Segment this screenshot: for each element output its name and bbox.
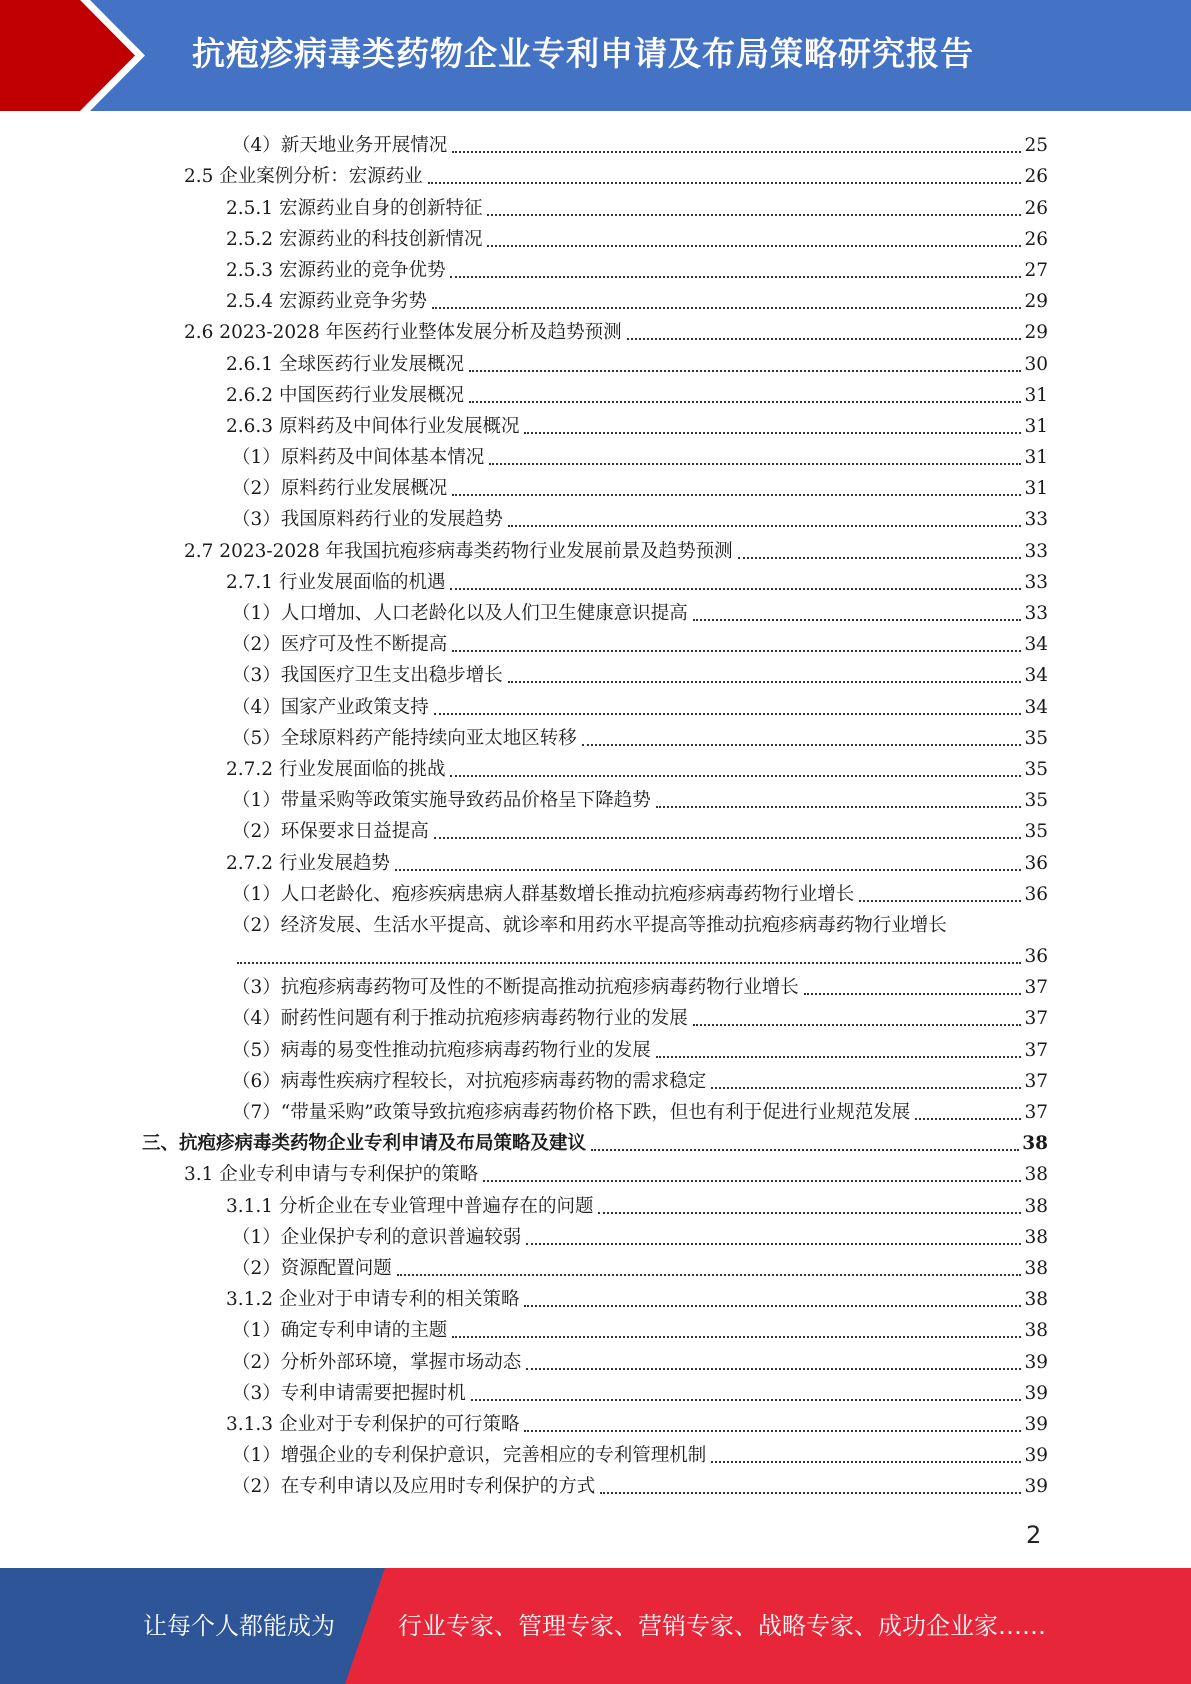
toc-entry[interactable]: [0, 565, 1191, 596]
footer-slogan-lead: 让每个人都能成为: [143, 1612, 335, 1640]
toc-entry-page: 31: [1024, 415, 1048, 437]
toc-entry-page: 39: [1024, 1351, 1048, 1373]
toc-entry-title: 3.1.1 分析企业在专业管理中普遍存在的问题: [226, 1195, 594, 1217]
toc-entry[interactable]: [0, 128, 1191, 159]
toc-dot-leader: [582, 744, 1022, 746]
toc-entry[interactable]: [0, 253, 1191, 284]
toc-dot-leader: [237, 962, 1021, 964]
toc-entry-title: （2）在专利申请以及应用时专利保护的方式: [232, 1476, 596, 1498]
toc-entry-page: 26: [1024, 166, 1048, 188]
toc-entry-page: 38: [1024, 1226, 1048, 1248]
toc-dot-leader: [397, 1274, 1022, 1276]
toc-entry[interactable]: [0, 1001, 1191, 1032]
page-number: 2: [1026, 1521, 1042, 1549]
toc-dot-leader: [600, 1492, 1021, 1494]
toc-entry-title: （1）增强企业的专利保护意识，完善相应的专利管理机制: [232, 1445, 707, 1467]
toc-entry-title: 2.6.1 全球医药行业发展概况: [226, 353, 464, 375]
toc-entry-title: （4）新天地业务开展情况: [232, 135, 448, 157]
toc-entry[interactable]: [0, 346, 1191, 377]
toc-entry[interactable]: [0, 783, 1191, 814]
toc-entry-title: 2.7 2023-2028 年我国抗疱疹病毒类药物行业发展前景及趋势预测: [184, 540, 733, 562]
toc-dot-leader: [693, 619, 1022, 621]
toc-dot-leader: [526, 1243, 1021, 1245]
toc-dot-leader: [508, 681, 1022, 683]
page-header: [0, 0, 1191, 111]
toc-entry[interactable]: [0, 159, 1191, 190]
toc-entry[interactable]: [0, 877, 1191, 908]
toc-dot-leader: [915, 1118, 1021, 1120]
toc-dot-leader: [450, 276, 1021, 278]
toc-entry-title: （1）人口老龄化、疱疹疾病患病人群基数增长推动抗疱疹病毒药物行业增长: [232, 883, 855, 905]
footer-slogan-roles: 行业专家、管理专家、营销专家、战略专家、成功企业家……: [398, 1612, 1046, 1640]
toc-dot-leader: [452, 650, 1021, 652]
toc-entry-page: 37: [1024, 1008, 1048, 1030]
toc-dot-leader: [627, 338, 1022, 340]
toc-entry-page: 25: [1024, 135, 1048, 157]
toc-dot-leader: [469, 370, 1021, 372]
toc-entry-page: 33: [1024, 603, 1048, 624]
toc-entry-page: 39: [1024, 1476, 1048, 1498]
toc-entry-page: 35: [1024, 790, 1048, 812]
toc-entry-title: 2.6.3 原料药及中间体行业发展概况: [226, 415, 520, 437]
header-arrow-decoration: [0, 0, 145, 111]
toc-entry[interactable]: [0, 1095, 1191, 1126]
toc-entry[interactable]: [0, 533, 1191, 564]
toc-entry-page: 29: [1024, 291, 1048, 313]
toc-entry-title: （3）我国原料药行业的发展趋势: [232, 509, 503, 531]
toc-entry-page: 34: [1024, 634, 1048, 656]
toc-entry-page: 35: [1024, 758, 1048, 780]
toc-dot-leader: [452, 494, 1021, 496]
toc-entry[interactable]: [0, 908, 1191, 939]
toc-entry-page: 35: [1024, 727, 1048, 749]
toc-entry-title: （5）全球原料药产能持续向亚太地区转移: [232, 727, 577, 749]
toc-dot-leader: [450, 588, 1021, 590]
toc-dot-leader: [693, 1024, 1022, 1026]
toc-entry-title: （2）资源配置问题: [232, 1257, 392, 1279]
toc-dot-leader: [656, 806, 1022, 808]
toc-entry-page: 35: [1024, 821, 1048, 843]
report-title: 抗疱疹病毒类药物企业专利申请及布局策略研究报告: [192, 34, 974, 73]
toc-entry[interactable]: [0, 1282, 1191, 1313]
toc-entry-page: 38: [1024, 1257, 1048, 1279]
toc-dot-leader: [598, 1212, 1021, 1214]
toc-entry[interactable]: [0, 1032, 1191, 1063]
toc-entry[interactable]: [0, 440, 1191, 471]
toc-entry-title: 2.6.2 中国医药行业发展概况: [226, 384, 464, 406]
toc-entry[interactable]: [0, 627, 1191, 658]
page-footer: [0, 1568, 1191, 1684]
toc-entry-page: 36: [1024, 852, 1048, 874]
toc-entry-page: 34: [1024, 696, 1048, 718]
toc-entry-title: （2）原料药行业发展概况: [232, 478, 448, 500]
toc-entry-title: （1）确定专利申请的主题: [232, 1320, 448, 1342]
toc-entry-title: （1）企业保护专利的意识普遍较弱: [232, 1226, 522, 1248]
toc-dot-leader: [526, 1368, 1021, 1370]
toc-dot-leader: [432, 307, 1021, 309]
toc-entry-page: 39: [1024, 1413, 1048, 1435]
toc-dot-leader: [711, 1461, 1021, 1463]
toc-entry-title: （3）专利申请需要把握时机: [232, 1382, 466, 1404]
toc-dot-leader: [489, 463, 1021, 465]
toc-entry-title: 2.5 企业案例分析：宏源药业: [184, 166, 423, 188]
toc-dot-leader: [469, 401, 1021, 403]
toc-entry[interactable]: [0, 1438, 1191, 1469]
toc-entry-page: 37: [1024, 1039, 1048, 1061]
toc-entry-title: （1）人口增加、人口老龄化以及人们卫生健康意识提高: [232, 603, 688, 624]
toc-entry-page: 36: [1024, 883, 1048, 905]
toc-entry-title: （2）分析外部环境，掌握市场动态: [232, 1351, 522, 1373]
toc-entry-page: 26: [1024, 197, 1048, 219]
toc-entry-page: 39: [1024, 1382, 1048, 1404]
toc-entry[interactable]: [0, 190, 1191, 221]
toc-entry[interactable]: [0, 315, 1191, 346]
toc-entry[interactable]: [0, 1188, 1191, 1219]
toc-entry[interactable]: [0, 284, 1191, 315]
toc-dot-leader: [434, 837, 1022, 839]
toc-entry-page: 33: [1024, 571, 1048, 593]
toc-dot-leader: [508, 525, 1022, 527]
toc-entry-page: 33: [1024, 509, 1048, 531]
toc-entry[interactable]: [0, 1313, 1191, 1344]
toc-entry[interactable]: [0, 845, 1191, 876]
toc-entry-title: 2.7.2 行业发展面临的挑战: [226, 758, 446, 780]
toc-entry[interactable]: [0, 658, 1191, 689]
toc-entry-title: 2.5.2 宏源药业的科技创新情况: [226, 228, 483, 250]
toc-entry-title: 2.5.4 宏源药业竞争劣势: [226, 291, 427, 313]
toc-entry-page: 27: [1024, 259, 1048, 281]
toc-entry[interactable]: [0, 1220, 1191, 1251]
toc-entry-title: （2）环保要求日益提高: [232, 821, 429, 843]
toc-entry-title: 3.1 企业专利申请与专利保护的策略: [184, 1164, 479, 1186]
toc-entry-title: 3.1.3 企业对于专利保护的可行策略: [226, 1413, 520, 1435]
toc-entry-page: 38: [1022, 1133, 1048, 1155]
toc-entry-title: （1）带量采购等政策实施导致药品价格呈下降趋势: [232, 790, 651, 812]
toc-entry[interactable]: [0, 939, 1191, 970]
toc-dot-leader: [591, 1149, 1019, 1151]
toc-entry-page: 34: [1024, 665, 1048, 687]
toc-dot-leader: [450, 775, 1021, 777]
toc-entry-title: （2）经济发展、生活水平提高、就诊率和用药水平提高等推动抗疱疹病毒药物行业增长: [232, 914, 947, 936]
toc-entry[interactable]: [0, 1126, 1191, 1157]
toc-entry-title: 3.1.2 企业对于申请专利的相关策略: [226, 1289, 520, 1311]
toc-entry-title: （1）原料药及中间体基本情况: [232, 447, 485, 469]
toc-entry-title: （4）国家产业政策支持: [232, 696, 429, 718]
toc-dot-leader: [804, 993, 1022, 995]
toc-entry-page: 39: [1024, 1445, 1048, 1467]
toc-dot-leader: [656, 1056, 1022, 1058]
toc-entry[interactable]: [0, 502, 1191, 533]
toc-entry[interactable]: [0, 1469, 1191, 1500]
toc-entry-page: 37: [1024, 977, 1048, 999]
toc-dot-leader: [395, 869, 1021, 871]
toc-entry-page: 38: [1024, 1289, 1048, 1311]
toc-entry[interactable]: [0, 1344, 1191, 1375]
toc-entry-title: （5）病毒的易变性推动抗疱疹病毒药物行业的发展: [232, 1039, 651, 1061]
toc-entry-page: 31: [1024, 478, 1048, 500]
toc-entry-page: 30: [1024, 353, 1048, 375]
toc-entry-title: （6）病毒性疾病疗程较长，对抗疱疹病毒药物的需求稳定: [232, 1070, 707, 1092]
toc-dot-leader: [738, 557, 1022, 559]
toc-entry[interactable]: [0, 689, 1191, 720]
toc-dot-leader: [483, 1180, 1021, 1182]
toc-dot-leader: [524, 1305, 1021, 1307]
toc-entry-title: 2.7.2 行业发展趋势: [226, 852, 390, 874]
toc-entry-title: （3）抗疱疹病毒药物可及性的不断提高推动抗疱疹病毒药物行业增长: [232, 977, 799, 999]
toc-dot-leader: [452, 1336, 1021, 1338]
toc-dot-leader: [452, 151, 1021, 153]
toc-entry[interactable]: [0, 752, 1191, 783]
table-of-contents: [0, 128, 1191, 1500]
toc-entry-title: 三、抗疱疹病毒类药物企业专利申请及布局策略及建议: [142, 1133, 587, 1155]
toc-entry[interactable]: [0, 1157, 1191, 1188]
toc-entry[interactable]: [0, 1251, 1191, 1282]
toc-entry[interactable]: [0, 378, 1191, 409]
toc-entry-title: 2.5.3 宏源药业的竞争优势: [226, 259, 446, 281]
toc-entry-page: 36: [1024, 946, 1048, 968]
toc-entry-title: （7）“带量采购”政策导致抗疱疹病毒药物价格下跌，但也有利于促进行业规范发展: [232, 1102, 911, 1123]
toc-dot-leader: [859, 900, 1021, 902]
toc-entry-page: 38: [1024, 1320, 1048, 1342]
toc-dot-leader: [428, 182, 1022, 184]
toc-entry-page: 31: [1024, 384, 1048, 406]
toc-entry[interactable]: [0, 1064, 1191, 1095]
toc-entry-title: 2.5.1 宏源药业自身的创新特征: [226, 197, 483, 219]
toc-dot-leader: [434, 713, 1022, 715]
toc-entry-title: （4）耐药性问题有利于推动抗疱疹病毒药物行业的发展: [232, 1008, 688, 1030]
toc-entry[interactable]: [0, 970, 1191, 1001]
toc-dot-leader: [524, 432, 1021, 434]
toc-entry[interactable]: [0, 471, 1191, 502]
toc-dot-leader: [471, 1399, 1022, 1401]
toc-entry[interactable]: [0, 1407, 1191, 1438]
toc-entry-title: 2.6 2023-2028 年医药行业整体发展分析及趋势预测: [184, 322, 622, 344]
toc-entry-page: 38: [1024, 1195, 1048, 1217]
toc-entry-page: 38: [1024, 1164, 1048, 1186]
toc-entry[interactable]: [0, 814, 1191, 845]
toc-dot-leader: [711, 1087, 1021, 1089]
toc-entry-title: （2）医疗可及性不断提高: [232, 634, 448, 656]
toc-entry-page: 37: [1024, 1102, 1048, 1123]
toc-entry[interactable]: [0, 1376, 1191, 1407]
toc-entry[interactable]: [0, 409, 1191, 440]
toc-entry-page: 33: [1024, 540, 1048, 562]
toc-dot-leader: [487, 214, 1021, 216]
toc-dot-leader: [524, 1430, 1021, 1432]
toc-dot-leader: [487, 245, 1021, 247]
toc-entry-title: （3）我国医疗卫生支出稳步增长: [232, 665, 503, 687]
toc-entry-title: 2.7.1 行业发展面临的机遇: [226, 571, 446, 593]
toc-entry[interactable]: [0, 222, 1191, 253]
toc-entry-page: 37: [1024, 1070, 1048, 1092]
toc-entry[interactable]: [0, 721, 1191, 752]
toc-entry-page: 31: [1024, 447, 1048, 469]
toc-entry-page: 26: [1024, 228, 1048, 250]
toc-entry[interactable]: [0, 596, 1191, 627]
toc-entry-page: 29: [1024, 322, 1048, 344]
